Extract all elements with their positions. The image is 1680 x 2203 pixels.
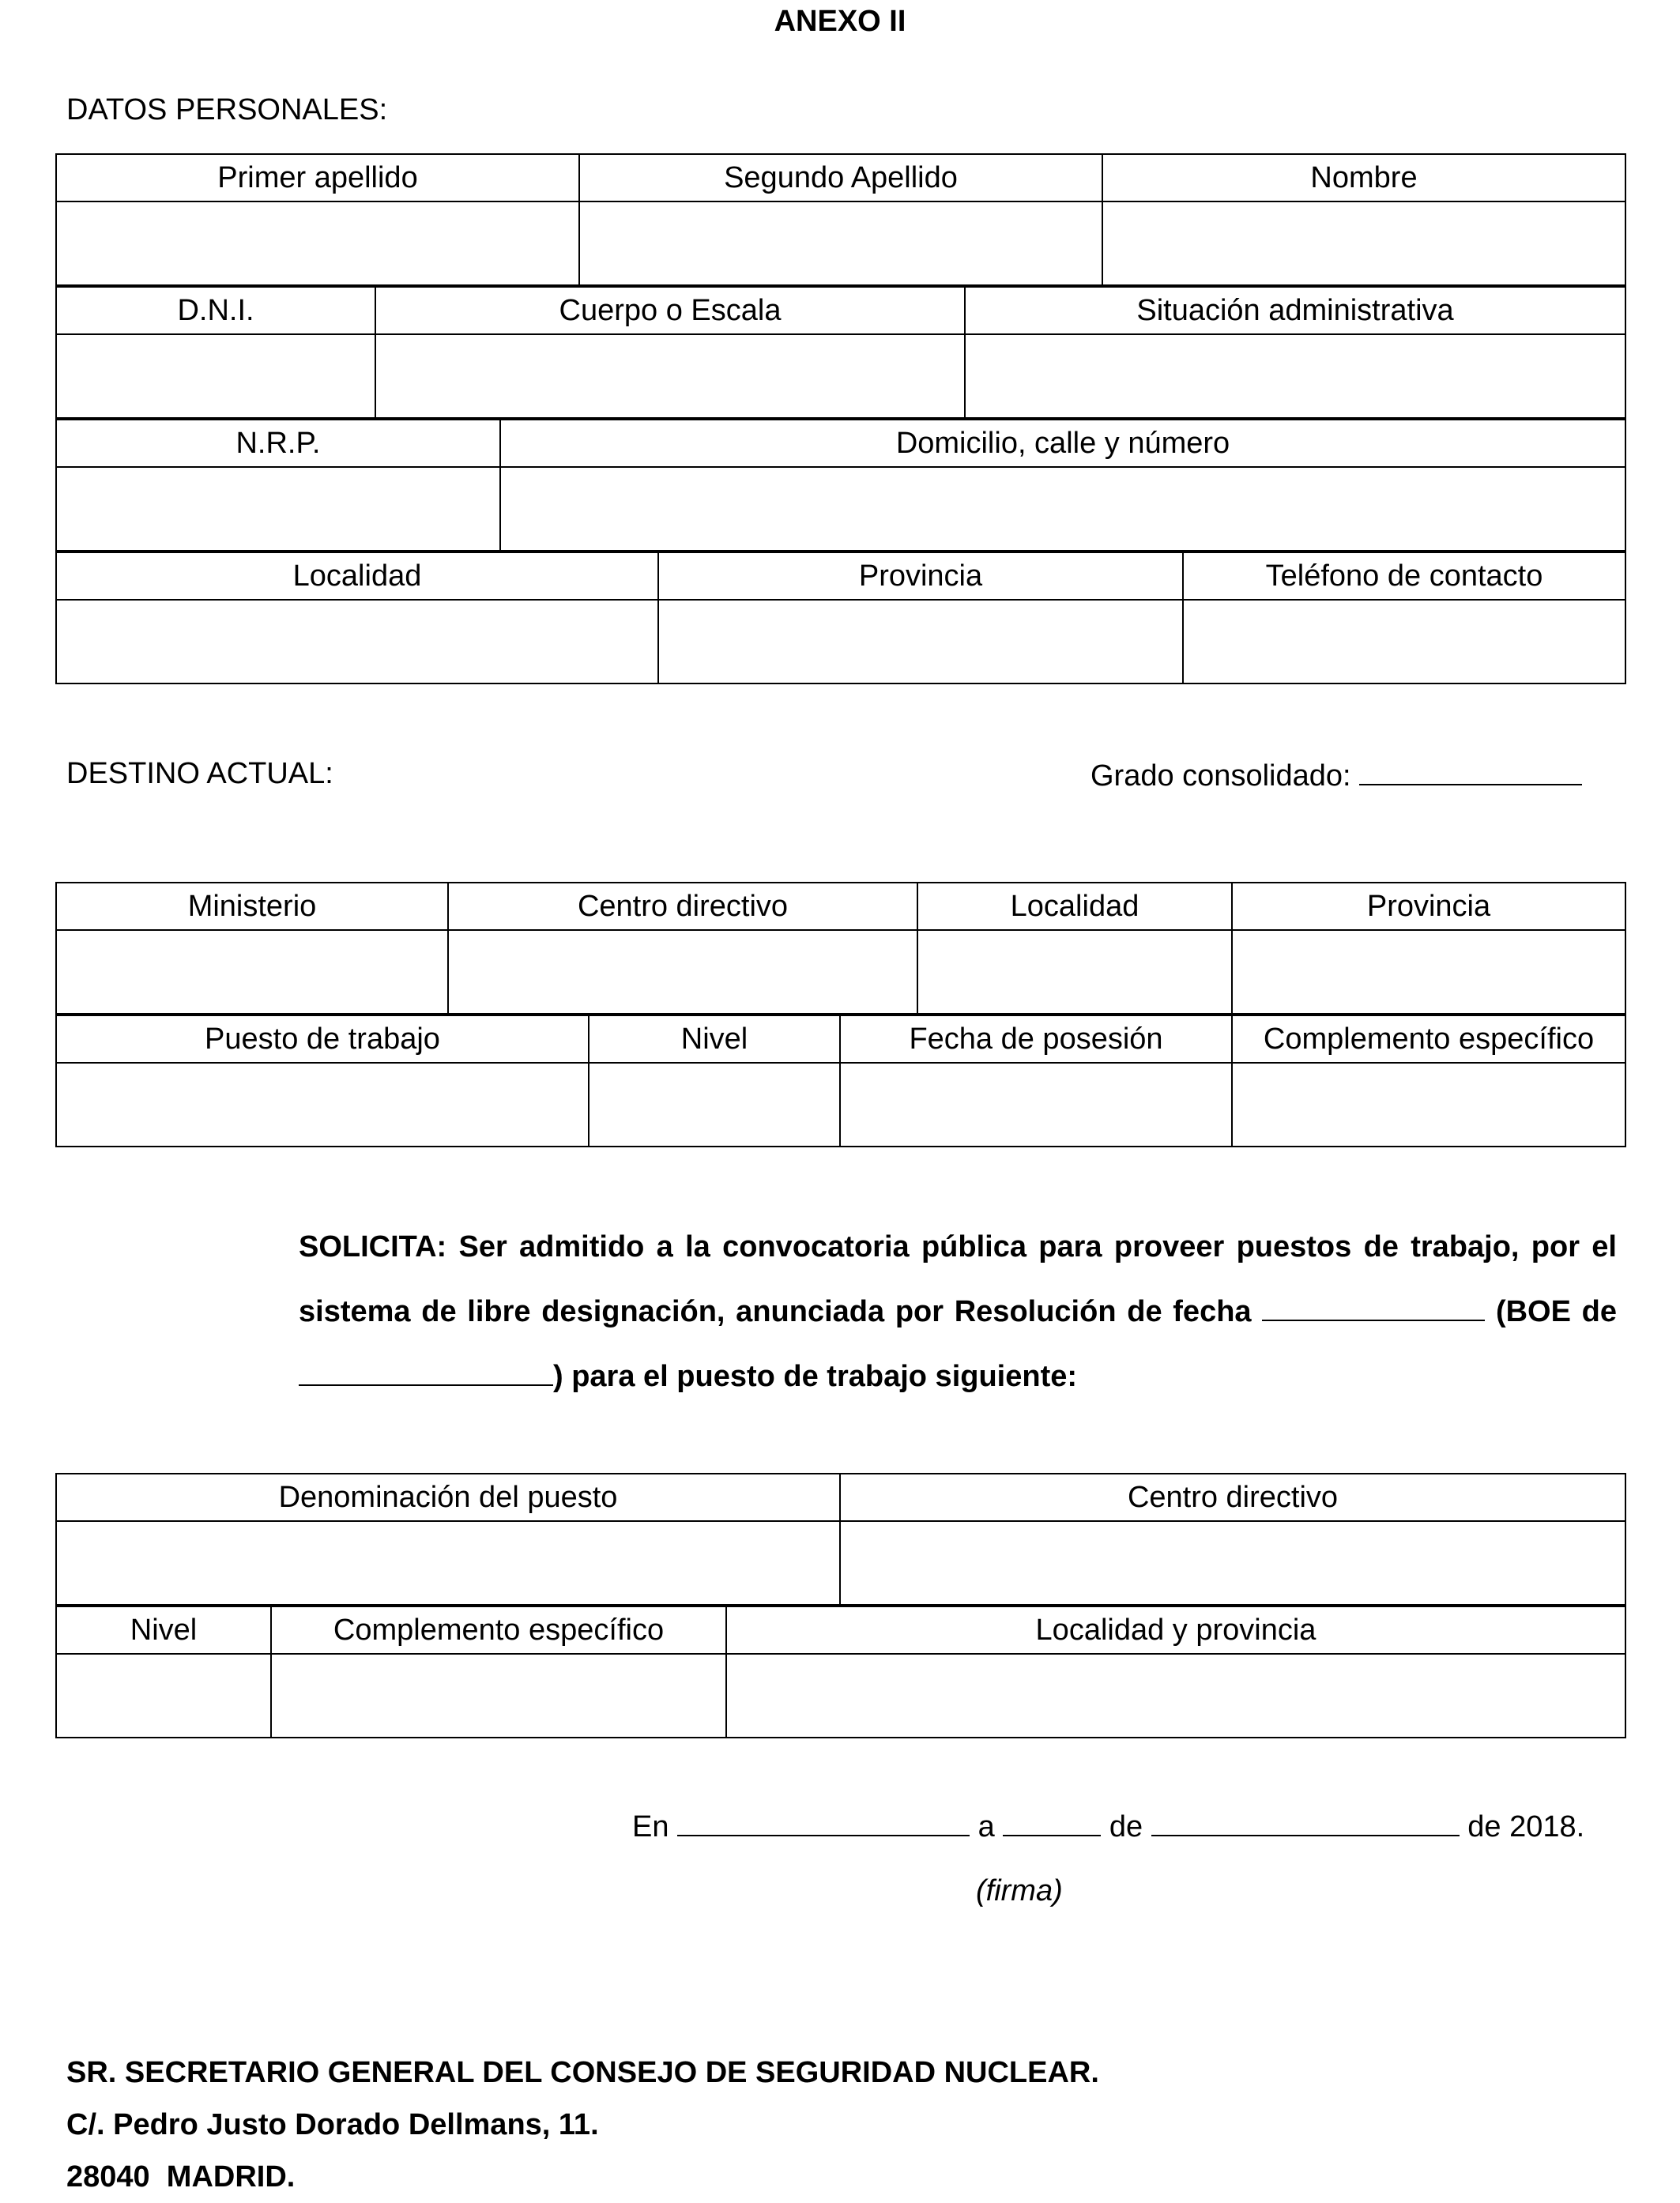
destino-section-label: DESTINO ACTUAL: — [66, 757, 333, 790]
puesto-table-1 — [55, 1473, 1626, 1606]
input-localidad[interactable] — [56, 600, 658, 683]
date-line — [632, 1808, 1584, 1844]
date-de-label: de — [1109, 1810, 1143, 1843]
page-title: ANEXO II — [774, 5, 906, 38]
header-nombre: Nombre — [1102, 154, 1625, 201]
personal-table-3 — [55, 419, 1626, 552]
grado-consolidado — [1090, 757, 1582, 793]
header-dni: D.N.I. — [56, 287, 375, 334]
solicita-text-2: (BOE de — [1495, 1295, 1617, 1328]
input-puesto-centro-directivo[interactable] — [840, 1521, 1625, 1605]
input-domicilio[interactable] — [500, 467, 1625, 551]
header-situacion-administrativa: Situación administrativa — [965, 287, 1625, 334]
date-en-label: En — [632, 1810, 669, 1843]
input-puesto-nivel[interactable] — [56, 1654, 271, 1738]
input-situacion-administrativa[interactable] — [965, 334, 1625, 418]
input-localidad-provincia[interactable] — [726, 1654, 1625, 1738]
input-provincia[interactable] — [658, 600, 1183, 683]
destino-table-1 — [55, 882, 1626, 1015]
header-nivel: Nivel — [589, 1015, 840, 1063]
header-primer-apellido: Primer apellido — [56, 154, 579, 201]
solicita-paragraph — [299, 1214, 1617, 1409]
input-puesto-trabajo[interactable] — [56, 1063, 589, 1147]
input-cuerpo-escala[interactable] — [375, 334, 965, 418]
boe-fecha-blank[interactable] — [299, 1358, 553, 1386]
input-destino-provincia[interactable] — [1232, 930, 1625, 1014]
header-ministerio: Ministerio — [56, 883, 448, 930]
destino-table-2 — [55, 1015, 1626, 1147]
header-puesto-nivel: Nivel — [56, 1606, 271, 1654]
header-puesto-complemento: Complemento específico — [271, 1606, 726, 1654]
header-complemento-especifico: Complemento específico — [1232, 1015, 1625, 1063]
header-segundo-apellido: Segundo Apellido — [579, 154, 1102, 201]
header-provincia: Provincia — [658, 552, 1183, 600]
header-centro-directivo: Centro directivo — [448, 883, 917, 930]
firma-label: (firma) — [976, 1874, 1063, 1907]
header-destino-localidad: Localidad — [917, 883, 1232, 930]
input-dni[interactable] — [56, 334, 375, 418]
input-destino-localidad[interactable] — [917, 930, 1232, 1014]
header-nrp: N.R.P. — [56, 420, 500, 467]
header-localidad: Localidad — [56, 552, 658, 600]
input-complemento-especifico[interactable] — [1232, 1063, 1625, 1147]
input-centro-directivo[interactable] — [448, 930, 917, 1014]
date-year-label: de 2018. — [1467, 1810, 1585, 1843]
header-puesto-centro-directivo: Centro directivo — [840, 1474, 1625, 1521]
solicita-text-3: ) para el puesto de trabajo siguiente: — [553, 1360, 1078, 1393]
address-line-1: SR. SECRETARIO GENERAL DEL CONSEJO DE SEGURIDAD NUCLEAR. — [66, 2056, 1099, 2089]
personal-table-4 — [55, 552, 1626, 684]
header-fecha-posesion: Fecha de posesión — [840, 1015, 1232, 1063]
date-a-label: a — [977, 1810, 995, 1843]
date-day-blank[interactable] — [1003, 1808, 1101, 1836]
solicita-text-1: SOLICITA: Ser admitido a la convocatoria pública para proveer puestos de trabajo, por el sistema de libre designación, anunciada por Resolución de fecha — [299, 1230, 1617, 1328]
header-cuerpo-escala: Cuerpo o Escala — [375, 287, 965, 334]
input-primer-apellido[interactable] — [56, 201, 579, 285]
input-telefono[interactable] — [1183, 600, 1625, 683]
header-destino-provincia: Provincia — [1232, 883, 1625, 930]
resolucion-fecha-blank[interactable] — [1262, 1293, 1485, 1321]
header-localidad-provincia: Localidad y provincia — [726, 1606, 1625, 1654]
date-place-blank[interactable] — [677, 1808, 970, 1836]
input-nombre[interactable] — [1102, 201, 1625, 285]
grado-consolidado-label: Grado consolidado: — [1090, 759, 1351, 793]
header-puesto-trabajo: Puesto de trabajo — [56, 1015, 589, 1063]
input-ministerio[interactable] — [56, 930, 448, 1014]
puesto-table-2 — [55, 1606, 1626, 1738]
address-line-2: C/. Pedro Justo Dorado Dellmans, 11. — [66, 2108, 599, 2141]
personal-section-label: DATOS PERSONALES: — [66, 93, 388, 126]
input-denominacion-puesto[interactable] — [56, 1521, 840, 1605]
date-month-blank[interactable] — [1151, 1808, 1460, 1836]
header-domicilio: Domicilio, calle y número — [500, 420, 1625, 467]
personal-table-2 — [55, 286, 1626, 419]
input-nrp[interactable] — [56, 467, 500, 551]
header-telefono: Teléfono de contacto — [1183, 552, 1625, 600]
header-denominacion-puesto: Denominación del puesto — [56, 1474, 840, 1521]
input-fecha-posesion[interactable] — [840, 1063, 1232, 1147]
recipient-address — [66, 2047, 1099, 2203]
input-puesto-complemento[interactable] — [271, 1654, 726, 1738]
address-line-3: 28040 MADRID. — [66, 2160, 296, 2194]
grado-consolidado-blank[interactable] — [1359, 757, 1582, 785]
input-nivel[interactable] — [589, 1063, 840, 1147]
personal-table-1 — [55, 153, 1626, 286]
input-segundo-apellido[interactable] — [579, 201, 1102, 285]
